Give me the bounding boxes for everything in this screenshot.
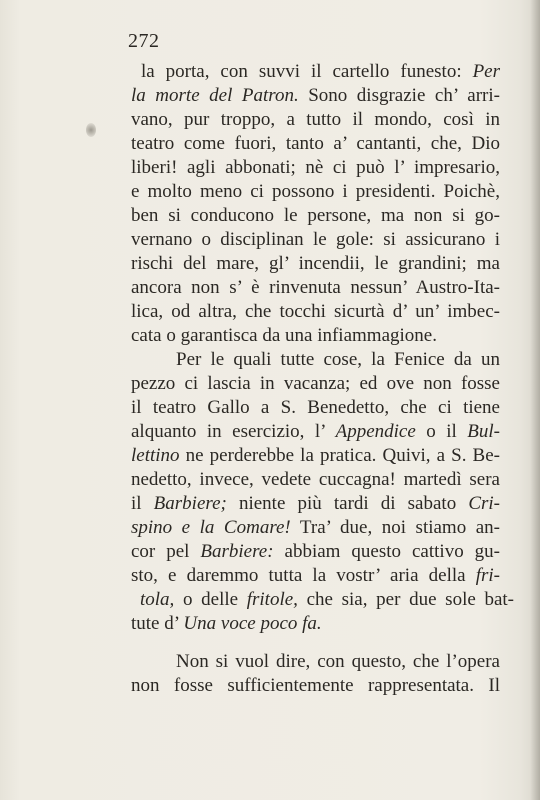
text-run: alquanto in esercizio, l’ <box>131 421 336 442</box>
text-run: tute d’ <box>131 613 184 634</box>
text-run: non fosse sufficientemente rappresentata. Il <box>131 675 500 696</box>
text-line <box>131 324 437 348</box>
text-run: Sono disgrazie ch’ arri- <box>298 85 500 106</box>
italic-text-run: fritole, <box>246 589 298 610</box>
text-line <box>131 276 500 300</box>
text-run: abbiam questo cattivo gu- <box>273 541 500 562</box>
text-run: cata o garantisca da una infiammagione. <box>131 325 437 346</box>
italic-text-run: Barbiere; <box>153 493 227 514</box>
text-run: il teatro Gallo a S. Benedetto, che ci tiene <box>131 397 500 418</box>
text-run: Non si vuol dire, con questo, che l’opera <box>176 651 500 672</box>
text-run: cor pel <box>131 541 201 562</box>
text-line <box>131 84 500 108</box>
text-run: vano, pur troppo, a tutto il mondo, così in <box>131 109 500 130</box>
text-run: che sia, per due sole bat- <box>297 589 514 610</box>
italic-text-run: lettino <box>131 445 180 466</box>
italic-text-run: la morte del Patron. <box>131 85 299 106</box>
page-spine-shadow <box>530 0 540 800</box>
text-line <box>141 60 500 84</box>
italic-text-run: fri- <box>475 565 500 586</box>
text-run: liberi! agli abbonati; nè ci può l’ impresario, <box>131 157 500 178</box>
italic-text-run: Bul- <box>467 421 500 442</box>
text-run: ne perderebbe la pratica. Quivi, a S. Be- <box>179 445 500 466</box>
text-line <box>131 420 500 444</box>
text-line <box>131 228 500 252</box>
text-line <box>131 108 500 132</box>
text-line <box>131 396 500 420</box>
italic-text-run: Appendice <box>335 421 416 442</box>
italic-text-run: Per <box>472 61 500 82</box>
italic-text-run: spino e la Comare! <box>131 517 291 538</box>
text-run: Per le quali tutte cose, la Fenice da un <box>176 349 500 370</box>
text-run: vernano o disciplinan le gole: si assicurano i <box>131 229 500 250</box>
text-run: rischi del mare, gl’ incendii, le grandini; ma <box>131 253 500 274</box>
text-line <box>131 132 500 156</box>
text-line <box>176 650 500 674</box>
text-run: ben si conducono le persone, ma non si go- <box>131 205 500 226</box>
text-line <box>131 180 500 204</box>
text-run: o il <box>415 421 468 442</box>
text-line <box>131 300 500 324</box>
text-line <box>140 588 514 612</box>
text-line <box>131 612 322 636</box>
text-run: o delle <box>174 589 247 610</box>
text-line <box>131 156 500 180</box>
text-line <box>131 540 500 564</box>
text-line <box>176 348 500 372</box>
page-number: 272 <box>128 30 160 52</box>
text-run: lica, od altra, che tocchi sicurtà d’ un’ imbec- <box>131 301 500 322</box>
italic-text-run: Barbiere: <box>200 541 274 562</box>
text-line <box>131 516 500 540</box>
italic-text-run: Una voce poco fa. <box>183 613 322 634</box>
text-run: pezzo ci lascia in vacanza; ed ove non fosse <box>131 373 500 394</box>
text-line <box>131 372 500 396</box>
text-line <box>131 252 500 276</box>
text-line <box>131 674 500 698</box>
text-line <box>131 204 500 228</box>
text-run: e molto meno ci possono i presidenti. Poichè, <box>131 181 500 202</box>
italic-text-run: Cri- <box>468 493 500 514</box>
italic-text-run: tola, <box>140 589 175 610</box>
text-run: la porta, con suvvi il cartello funesto: <box>141 61 473 82</box>
paper-stain <box>86 123 96 137</box>
text-line <box>131 492 500 516</box>
text-run: il <box>131 493 154 514</box>
text-run: ancora non s’ è rinvenuta nessun’ Austro-Ita- <box>131 277 500 298</box>
text-line <box>131 444 500 468</box>
text-line <box>131 468 500 492</box>
text-run: nedetto, invece, vedete cuccagna! martedì sera <box>131 469 500 490</box>
text-run: sto, e daremmo tutta la vostr’ aria della <box>131 565 476 586</box>
text-run: teatro come fuori, tanto a’ cantanti, che, Dio <box>131 133 500 154</box>
text-run: niente più tardi di sabato <box>226 493 469 514</box>
text-run: Tra’ due, noi stiamo an- <box>290 517 500 538</box>
text-line <box>131 564 500 588</box>
